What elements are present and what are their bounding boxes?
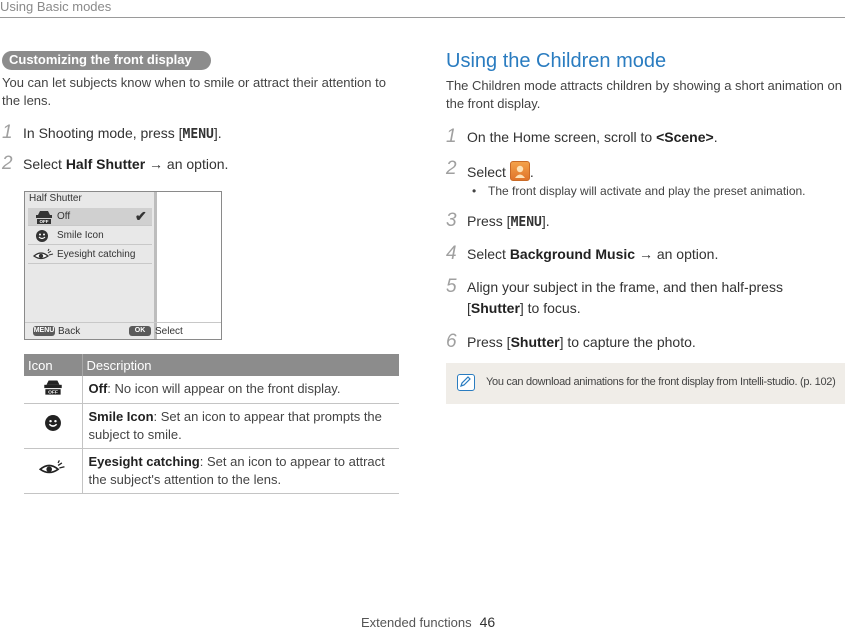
step-number: 2 <box>2 153 13 174</box>
step-number: 1 <box>2 122 13 143</box>
step-number: 3 <box>446 210 457 231</box>
camera-menu-item-label: Off <box>57 211 71 222</box>
step-text: Align your subject in the frame, and then half-press <box>467 279 783 295</box>
bullet-text: The front display will activate and play the preset animation. <box>488 184 806 198</box>
step-text: Press [MENU]. <box>467 213 550 230</box>
page-number: 46 <box>479 614 496 627</box>
table-row <box>24 403 399 448</box>
svg-text:OFF: OFF <box>47 390 58 396</box>
camera-menu-item-eyesight[interactable] <box>28 246 152 264</box>
camera-menu-item-smile[interactable] <box>28 227 152 245</box>
left-intro: You can let subjects know when to smile or attract their attention to the lens. <box>2 75 386 108</box>
camera-menu-panel <box>25 192 157 339</box>
table-desc-cell: Eyesight catching: Set an icon to appear to attract the subject's attention to the lens. <box>82 448 399 493</box>
table-row <box>24 376 399 403</box>
table-desc-cell: Off: No icon will appear on the front display. <box>82 376 399 403</box>
select-label: Select <box>155 326 183 337</box>
table-desc-cell: Smile Icon: Set an icon to appear that prompts the subject to smile. <box>82 403 399 448</box>
step-number: 6 <box>446 331 457 352</box>
icon-description-table <box>24 354 399 494</box>
note-box <box>446 363 845 404</box>
back-label: Back <box>58 326 81 337</box>
note-text: You can download animations for the front display from Intelli-studio. (p. 102) <box>486 376 836 388</box>
step-text: On the Home screen, scroll to <Scene>. <box>467 129 718 145</box>
menu-key-label: MENU <box>182 127 214 142</box>
table-icon-cell <box>24 448 82 493</box>
page-header <box>0 0 845 18</box>
table-icon-cell <box>24 403 82 448</box>
camera-menu-item-label: Eyesight catching <box>57 249 136 260</box>
eyesight-icon <box>33 248 55 262</box>
note-pencil-icon <box>457 374 475 391</box>
step-number: 5 <box>446 276 457 297</box>
children-scene-icon <box>510 161 530 181</box>
step-text: Select Background Music → an option. <box>467 246 719 262</box>
smile-icon <box>42 414 64 432</box>
camera-menu-item-off[interactable] <box>28 208 152 226</box>
header-title: Using Basic modes <box>0 0 112 14</box>
svg-text:OFF: OFF <box>39 219 49 224</box>
check-icon: ✔ <box>135 208 147 224</box>
off-icon <box>41 378 65 396</box>
bullet-dot: • <box>472 184 477 198</box>
table-icon-cell <box>24 376 82 403</box>
right-intro: The Children mode attracts children by showing a short animation on the front display. <box>446 78 842 111</box>
table-header-row <box>24 354 399 376</box>
camera-menu-title: Half Shutter <box>29 193 82 204</box>
section-title-pill: Customizing the front display <box>2 51 211 70</box>
camera-bottom-bar <box>25 322 221 339</box>
camera-menu-item-label: Smile Icon <box>57 230 104 241</box>
step-number: 1 <box>446 126 457 147</box>
table-header-icon: Icon <box>24 354 82 376</box>
step-text: In Shooting mode, press [MENU]. <box>23 125 222 142</box>
step-number: 4 <box>446 243 457 264</box>
table-header-description: Description <box>82 354 399 376</box>
smile-icon <box>33 229 55 243</box>
step-text-line2: [Shutter] to focus. <box>467 300 581 316</box>
menu-key-button[interactable]: MENU <box>33 327 55 334</box>
eyesight-icon <box>39 459 67 477</box>
ok-key-button[interactable]: OK <box>129 326 151 336</box>
menu-key-label: MENU <box>510 215 542 230</box>
step-text: Select Half Shutter → an option. <box>23 156 229 172</box>
camera-screen <box>24 191 222 340</box>
step-text: Press [Shutter] to capture the photo. <box>467 334 696 350</box>
table-row <box>24 448 399 493</box>
step-number: 2 <box>446 158 457 179</box>
off-icon <box>33 210 55 224</box>
step-text: Select . <box>467 161 534 181</box>
page-footer <box>361 614 495 627</box>
footer-section: Extended functions <box>361 615 472 627</box>
section-title: Using the Children mode <box>446 50 667 72</box>
